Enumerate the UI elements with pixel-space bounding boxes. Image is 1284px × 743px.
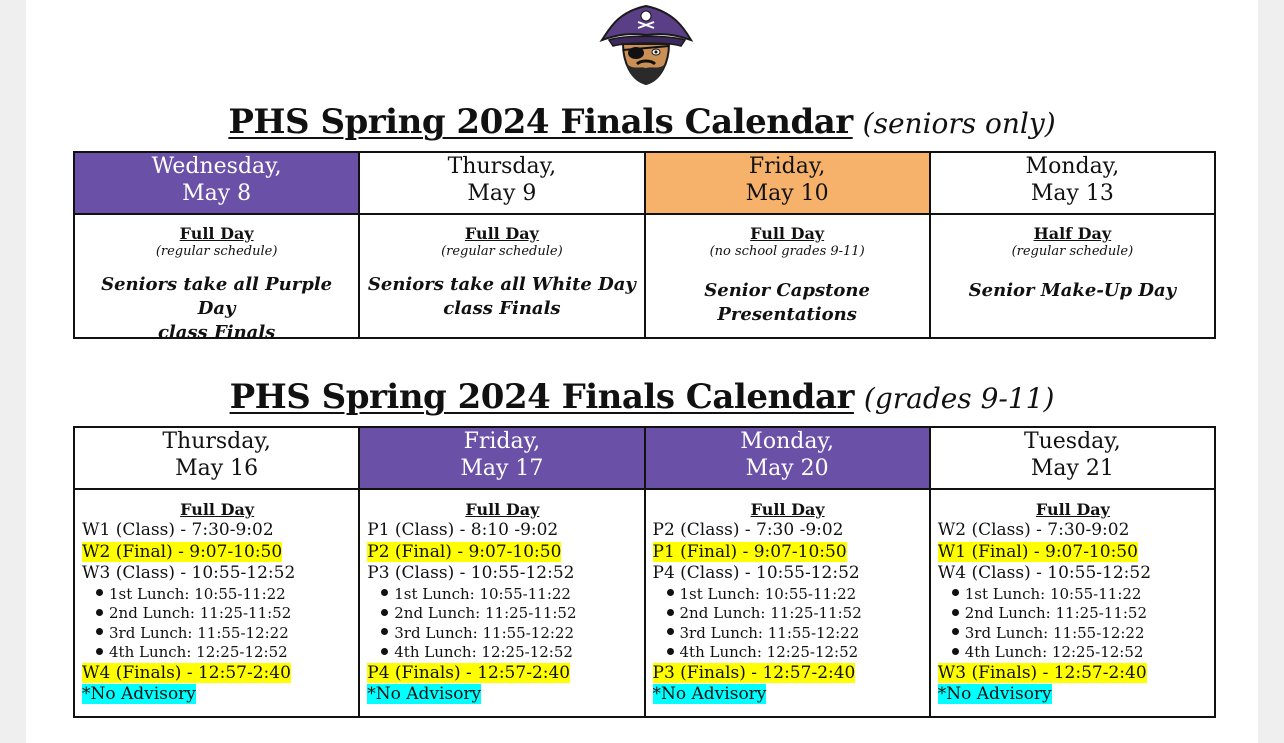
day-name: Thursday,	[447, 154, 557, 179]
bullet-icon	[381, 628, 388, 635]
day-type: Full Day	[1035, 500, 1110, 519]
lunch-item: 1st Lunch: 10:55-11:22	[367, 585, 637, 605]
bullet-icon	[952, 648, 959, 655]
pirate-head-icon	[599, 0, 694, 86]
bullet-icon	[381, 648, 388, 655]
bullet-icon	[667, 648, 674, 655]
day-name: Wednesday,	[151, 154, 282, 179]
seniors-header-row	[74, 152, 1215, 214]
bullet-icon	[667, 609, 674, 616]
period-line: W4 (Class) - 10:55-12:52	[937, 563, 1152, 583]
seniors-day-cell	[74, 214, 359, 343]
seniors-day-header	[359, 152, 644, 214]
day-plan: Seniors take all White Day	[367, 274, 636, 295]
advisory-note: *No Advisory	[367, 684, 482, 704]
seniors-day-cell	[645, 214, 930, 338]
bullet-icon	[96, 609, 103, 616]
schedule-note: (regular schedule)	[1011, 244, 1134, 259]
day-date: May 16	[175, 456, 259, 481]
day-date: May 21	[1030, 456, 1114, 481]
lunch-item: 4th Lunch: 12:25-12:52	[82, 643, 352, 663]
schedule-note: (no school grades 9-11)	[709, 244, 865, 259]
day-type: Full Day	[465, 500, 540, 519]
bullet-icon	[952, 609, 959, 616]
final-period-line: W2 (Final) - 9:07-10:50	[82, 541, 283, 562]
advisory-note: *No Advisory	[937, 684, 1052, 704]
bullet-icon	[381, 609, 388, 616]
day-name: Monday,	[1025, 154, 1120, 179]
grades-day-header	[930, 427, 1215, 489]
day-date: May 17	[460, 456, 544, 481]
lunch-item: 2nd Lunch: 11:25-11:52	[367, 604, 637, 624]
day-plan-cont: class Finals	[443, 298, 561, 319]
bullet-icon	[667, 628, 674, 635]
schedule-note: (regular schedule)	[441, 244, 563, 259]
day-name: Monday,	[740, 429, 834, 454]
seniors-day-cell	[930, 214, 1215, 338]
seniors-day-header	[930, 152, 1215, 214]
day-plan: Senior Make-Up Day	[968, 280, 1177, 301]
period-line: P3 (Class) - 10:55-12:52	[367, 563, 575, 583]
lunch-item: 4th Lunch: 12:25-12:52	[653, 643, 923, 663]
grades-day-cell	[359, 489, 644, 717]
final-period-line: P4 (Finals) - 12:57-2:40	[367, 662, 571, 683]
final-period-line: W4 (Finals) - 12:57-2:40	[82, 662, 291, 683]
grades-title-sub: (grades 9-11)	[863, 382, 1055, 415]
lunch-item: 3rd Lunch: 11:55-12:22	[367, 624, 637, 644]
day-plan: Senior Capstone Presentations	[704, 280, 870, 325]
lunch-item: 1st Lunch: 10:55-11:22	[653, 585, 923, 605]
grades-title-main: PHS Spring 2024 Finals Calendar	[229, 377, 854, 417]
grades-calendar-table	[73, 426, 1216, 718]
day-date: May 10	[745, 181, 829, 206]
period-line: W2 (Class) - 7:30-9:02	[937, 520, 1130, 540]
final-period-line: P3 (Finals) - 12:57-2:40	[652, 662, 856, 683]
lunch-item: 2nd Lunch: 11:25-11:52	[938, 604, 1208, 624]
day-date: May 20	[745, 456, 829, 481]
seniors-calendar-table	[73, 151, 1216, 343]
lunch-item: 4th Lunch: 12:25-12:52	[367, 643, 637, 663]
day-type: Full Day	[179, 224, 254, 243]
schedule-note: (regular schedule)	[155, 244, 278, 259]
bullet-icon	[952, 589, 959, 596]
day-type: Full Day	[750, 224, 825, 243]
day-date: May 13	[1030, 181, 1114, 206]
seniors-day-header	[645, 152, 930, 214]
period-line: P4 (Class) - 10:55-12:52	[652, 563, 860, 583]
bullet-icon	[381, 589, 388, 596]
day-plan-cont: class Finals	[157, 322, 276, 343]
day-plan: Seniors take all Purple Day	[101, 274, 333, 319]
grades-day-cell	[74, 489, 359, 717]
advisory-note: *No Advisory	[82, 684, 196, 704]
bullet-icon	[96, 648, 103, 655]
lunch-item: 2nd Lunch: 11:25-11:52	[82, 604, 352, 624]
bullet-icon	[96, 589, 103, 596]
period-line: P2 (Class) - 7:30 -9:02	[652, 520, 844, 540]
seniors-calendar-title	[0, 102, 1284, 144]
period-line: W1 (Class) - 7:30-9:02	[82, 520, 274, 540]
day-type: Full Day	[464, 224, 539, 243]
period-line: P1 (Class) - 8:10 -9:02	[367, 520, 559, 540]
grades-day-cell	[930, 489, 1215, 717]
grades-header-row	[74, 427, 1215, 489]
day-type: Half Day	[1033, 224, 1112, 243]
grades-day-header	[359, 427, 644, 489]
lunch-item: 3rd Lunch: 11:55-12:22	[82, 624, 352, 644]
seniors-title-main: PHS Spring 2024 Finals Calendar	[228, 102, 853, 142]
day-name: Friday,	[748, 154, 826, 179]
grades-day-header	[74, 427, 359, 489]
bullet-icon	[667, 589, 674, 596]
grades-body-row	[74, 489, 1215, 717]
bullet-icon	[952, 628, 959, 635]
bullet-icon	[96, 628, 103, 635]
day-date: May 9	[467, 181, 537, 206]
seniors-title-sub: (seniors only)	[862, 107, 1056, 140]
final-period-line: P2 (Final) - 9:07-10:50	[367, 541, 562, 562]
lunch-item: 2nd Lunch: 11:25-11:52	[653, 604, 923, 624]
advisory-note: *No Advisory	[652, 684, 767, 704]
grades-day-header	[645, 427, 930, 489]
final-period-line: P1 (Final) - 9:07-10:50	[652, 541, 847, 562]
lunch-item: 3rd Lunch: 11:55-12:22	[938, 624, 1208, 644]
final-period-line: W3 (Finals) - 12:57-2:40	[937, 662, 1147, 683]
day-name: Friday,	[463, 429, 541, 454]
day-type: Full Day	[180, 500, 255, 519]
seniors-body-row	[74, 214, 1215, 338]
lunch-item: 4th Lunch: 12:25-12:52	[938, 643, 1208, 663]
final-period-line: W1 (Final) - 9:07-10:50	[937, 541, 1138, 562]
grades-day-cell	[645, 489, 930, 717]
day-type: Full Day	[750, 500, 825, 519]
lunch-item: 1st Lunch: 10:55-11:22	[82, 585, 352, 605]
lunch-item: 1st Lunch: 10:55-11:22	[938, 585, 1208, 605]
grades-calendar-title	[0, 377, 1284, 419]
day-name: Tuesday,	[1023, 429, 1121, 454]
seniors-day-cell	[359, 214, 644, 338]
period-line: W3 (Class) - 10:55-12:52	[82, 563, 296, 583]
lunch-item: 3rd Lunch: 11:55-12:22	[653, 624, 923, 644]
day-date: May 8	[182, 181, 252, 206]
day-name: Thursday,	[162, 429, 271, 454]
seniors-day-header	[74, 152, 359, 214]
